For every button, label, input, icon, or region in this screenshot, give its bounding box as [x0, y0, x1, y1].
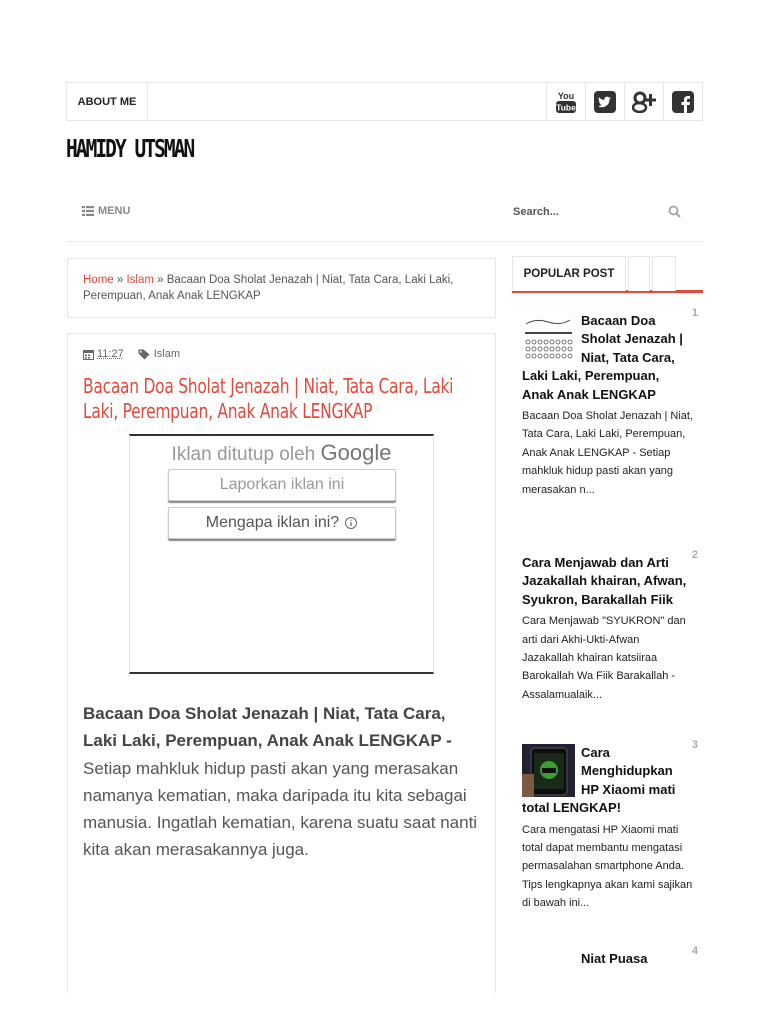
search-icon[interactable] [668, 205, 681, 218]
closed-ad [129, 434, 434, 674]
tab-empty[interactable] [652, 256, 676, 291]
post-title-link[interactable]: Cara Menjawab dan Arti Jazakallah khairan, Afwan, Syukron, Barakallah Fiik [522, 555, 687, 607]
top-bar [66, 82, 703, 121]
post-rank: 2 [691, 549, 698, 561]
tab-empty[interactable] [628, 256, 650, 291]
post-title-link[interactable]: Cara Menghidupkan HP Xiaomi mati total LENGKAP! [522, 745, 676, 816]
post-excerpt: Cara Menjawab "SYUKRON" dan arti dari Akhi-Ukti-Afwan Jazakallah khairan katsiiraa Barokallah Wa Fiik Barakallah - Assalamualaik... [522, 615, 686, 701]
site-title[interactable]: HAMIDY UTSMAN [66, 134, 194, 163]
post-rank: 4 [691, 945, 698, 957]
lead-bold-text: Bacaan Doa Sholat Jenazah | Niat, Tata Cara, Laki Laki, Perempuan, Anak Anak LENGKAP - [83, 704, 452, 751]
breadcrumb-home-link[interactable]: Home [83, 274, 114, 286]
ad-closed-notice [130, 440, 433, 466]
facebook-icon[interactable] [663, 83, 702, 120]
ad-closed-text: Iklan ditutup oleh [171, 444, 316, 465]
post-title-link[interactable]: Bacaan Doa Sholat Jenazah | Niat, Tata Cara, Laki Laki, Perempuan, Anak Anak LENGKAP [522, 313, 683, 402]
main-nav [66, 190, 703, 242]
post-label[interactable]: Islam [153, 348, 180, 360]
breadcrumb-separator: » [153, 274, 167, 286]
menu-button[interactable] [82, 205, 130, 217]
breadcrumb [67, 258, 496, 318]
popular-post-item [522, 739, 698, 913]
post-lead-paragraph [83, 700, 478, 864]
lead-text: Setiap mahkluk hidup pasti akan yang merasakan namanya kematian, maka daripada itu kita sebagai manusia. Ingatlah kematian, karena suatu saat nanti kita akan merasakannya juga. [83, 758, 478, 860]
post-excerpt: Bacaan Doa Sholat Jenazah | Niat, Tata Cara, Laki Laki, Perempuan, Anak Anak LENGKAP - Setiap mahkluk hidup pasti akan yang merasakan n... [522, 410, 694, 496]
post-title: Bacaan Doa Sholat Jenazah | Niat, Tata Cara, Laki Laki, Perempuan, Anak Anak LENGKAP [83, 374, 454, 423]
tab-popular-post[interactable]: POPULAR POST [512, 256, 626, 291]
svg-text:You: You [557, 90, 575, 101]
post-time[interactable]: 11:27 [97, 348, 124, 360]
google-plus-icon[interactable] [624, 83, 663, 120]
post-thumbnail[interactable] [522, 744, 575, 797]
social-links [546, 83, 702, 120]
post-article [67, 333, 496, 993]
twitter-icon[interactable] [585, 83, 624, 120]
post-rank: 1 [691, 307, 698, 319]
post-meta [83, 348, 180, 360]
calendar-icon [83, 349, 94, 360]
search-input[interactable] [513, 200, 663, 224]
post-thumbnail[interactable] [522, 312, 575, 365]
google-logo: Google [320, 440, 392, 465]
post-excerpt: Cara mengatasi HP Xiaomi mati total dapat membantu mengatasi permasalahan smartphone Anda. Tips lengkapnya akan kami sajikan di bawah ini... [522, 823, 693, 910]
svg-text:Tube: Tube [556, 102, 576, 112]
menu-label: MENU [98, 205, 131, 217]
popular-post-item [522, 945, 698, 968]
breadcrumb-separator: » [113, 274, 127, 286]
list-icon [82, 206, 94, 216]
post-rank: 3 [691, 739, 698, 751]
report-ad-button[interactable]: Laporkan iklan ini [168, 469, 396, 501]
popular-post-item [522, 307, 698, 499]
youtube-icon[interactable] [546, 83, 585, 120]
why-this-ad-label: Mengapa iklan ini? [205, 514, 340, 531]
sidebar-tabs [512, 256, 703, 293]
why-this-ad-button[interactable] [168, 507, 396, 539]
info-icon [344, 516, 358, 530]
post-title-link[interactable]: Niat Puasa [581, 951, 648, 966]
popular-post-item [522, 549, 698, 704]
tag-icon [138, 349, 151, 360]
search-box [513, 200, 703, 224]
breadcrumb-category-link[interactable]: Islam [126, 274, 154, 286]
breadcrumb-current: Bacaan Doa Sholat Jenazah | Niat, Tata Cara, Laki Laki, Perempuan, Anak Anak LENGKAP [83, 274, 454, 302]
about-me-link[interactable]: ABOUT ME [67, 83, 148, 120]
